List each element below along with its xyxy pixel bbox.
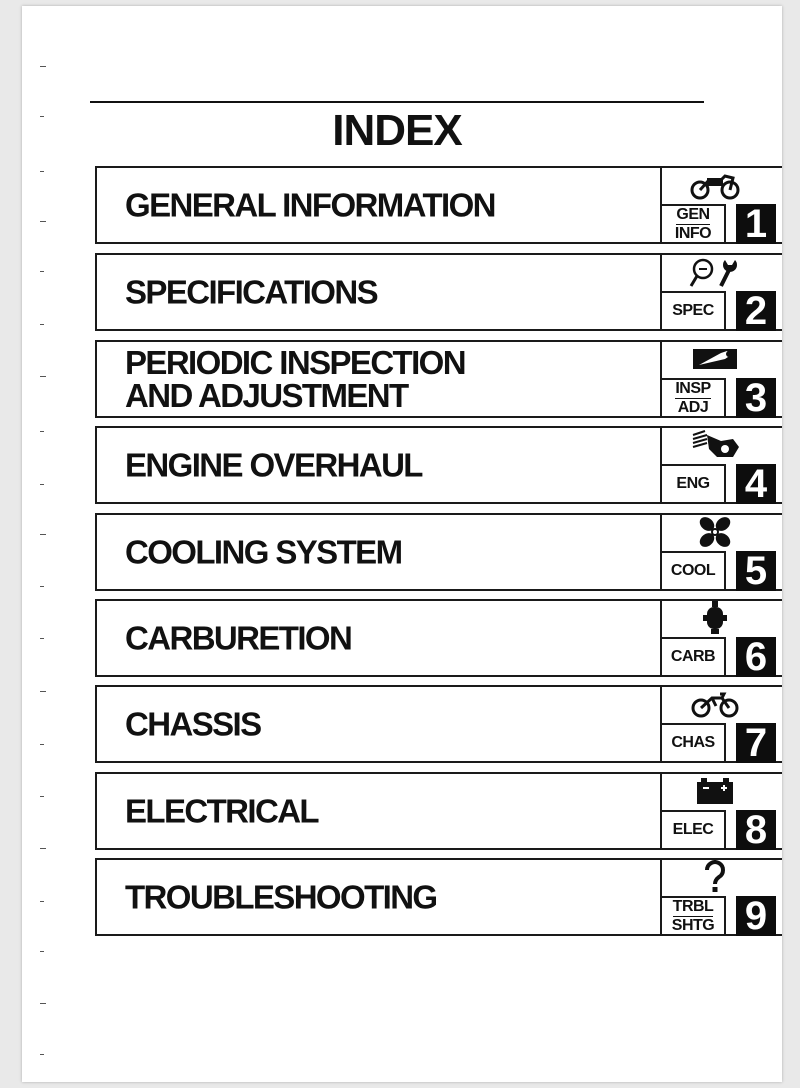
margin-mark — [40, 271, 44, 272]
section-code — [662, 204, 726, 242]
tools-icon — [662, 255, 768, 289]
section-tab — [660, 858, 782, 936]
section-title: COOLING SYSTEM — [125, 533, 402, 571]
fan-icon — [662, 515, 768, 549]
section-tab — [660, 772, 782, 850]
margin-mark — [40, 484, 44, 485]
index-row-spec — [95, 253, 782, 331]
section-code-line: CHAS — [671, 734, 715, 751]
motorcycle-icon — [662, 168, 768, 202]
margin-mark — [40, 534, 46, 535]
index-row-gen-info — [95, 166, 782, 244]
section-number: 4 — [736, 464, 776, 504]
margin-mark — [40, 901, 44, 902]
section-tab — [660, 340, 782, 418]
title-rule — [90, 101, 704, 103]
index-row-chas — [95, 685, 782, 763]
margin-mark — [40, 324, 44, 325]
section-number: 8 — [736, 810, 776, 850]
section-code-line: ADJ — [677, 398, 709, 416]
section-tab — [660, 685, 782, 763]
index-row-carb — [95, 599, 782, 677]
section-number: 9 — [736, 896, 776, 936]
section-tab — [660, 166, 782, 244]
section-title: CARBURETION — [125, 619, 352, 657]
margin-mark — [40, 66, 46, 67]
section-title: SPECIFICATIONS — [125, 273, 378, 311]
section-tab — [660, 426, 782, 504]
section-tab — [660, 599, 782, 677]
bicycle-icon — [662, 687, 768, 721]
index-row-eng — [95, 426, 782, 504]
index-row-insp-adj — [95, 340, 782, 418]
section-code-line: INFO — [674, 224, 712, 242]
index-row-trbl-shtg — [95, 858, 782, 936]
index-row-elec — [95, 772, 782, 850]
section-title: CHASSIS — [125, 705, 261, 743]
section-code — [662, 810, 726, 848]
battery-icon — [662, 774, 768, 808]
margin-mark — [40, 376, 46, 377]
section-tab — [660, 253, 782, 331]
margin-mark — [40, 1003, 46, 1004]
section-number: 1 — [736, 204, 776, 244]
margin-mark — [40, 431, 44, 432]
carburetor-icon — [662, 601, 768, 635]
section-code-line: SHTG — [671, 916, 715, 934]
section-code — [662, 378, 726, 416]
section-number: 5 — [736, 551, 776, 591]
section-number: 6 — [736, 637, 776, 677]
section-title: TROUBLESHOOTING — [125, 878, 437, 916]
section-title: GENERAL INFORMATION — [125, 186, 495, 224]
section-title: PERIODIC INSPECTION AND ADJUSTMENT — [125, 344, 465, 414]
margin-mark — [40, 221, 46, 222]
margin-mark — [40, 691, 46, 692]
margin-mark — [40, 951, 44, 952]
section-code — [662, 723, 726, 761]
section-tab — [660, 513, 782, 591]
margin-mark — [40, 586, 44, 587]
section-number: 3 — [736, 378, 776, 418]
margin-mark — [40, 638, 44, 639]
section-code-line: ENG — [676, 475, 710, 492]
margin-mark — [40, 116, 44, 117]
section-number: 2 — [736, 291, 776, 331]
section-code — [662, 637, 726, 675]
section-code — [662, 551, 726, 589]
section-code-line: GEN — [676, 205, 710, 223]
section-code-line: SPEC — [672, 302, 714, 319]
document-page — [22, 6, 782, 1082]
margin-mark — [40, 796, 44, 797]
index-row-cool — [95, 513, 782, 591]
section-code — [662, 896, 726, 934]
section-code-line: INSP — [675, 379, 711, 397]
section-code — [662, 291, 726, 329]
page-title: INDEX — [332, 106, 462, 155]
margin-mark — [40, 171, 44, 172]
engine-icon — [662, 428, 768, 462]
section-title: ENGINE OVERHAUL — [125, 446, 422, 484]
margin-mark — [40, 744, 44, 745]
question-icon — [662, 860, 768, 894]
section-code — [662, 464, 726, 502]
wrench-icon — [662, 342, 768, 376]
section-number: 7 — [736, 723, 776, 763]
margin-mark — [40, 1054, 44, 1055]
section-code-line: ELEC — [672, 821, 714, 838]
section-title: ELECTRICAL — [125, 792, 318, 830]
section-code-line: COOL — [670, 562, 716, 579]
section-code-line: CARB — [670, 648, 716, 665]
section-code-line: TRBL — [672, 897, 714, 915]
margin-mark — [40, 848, 46, 849]
